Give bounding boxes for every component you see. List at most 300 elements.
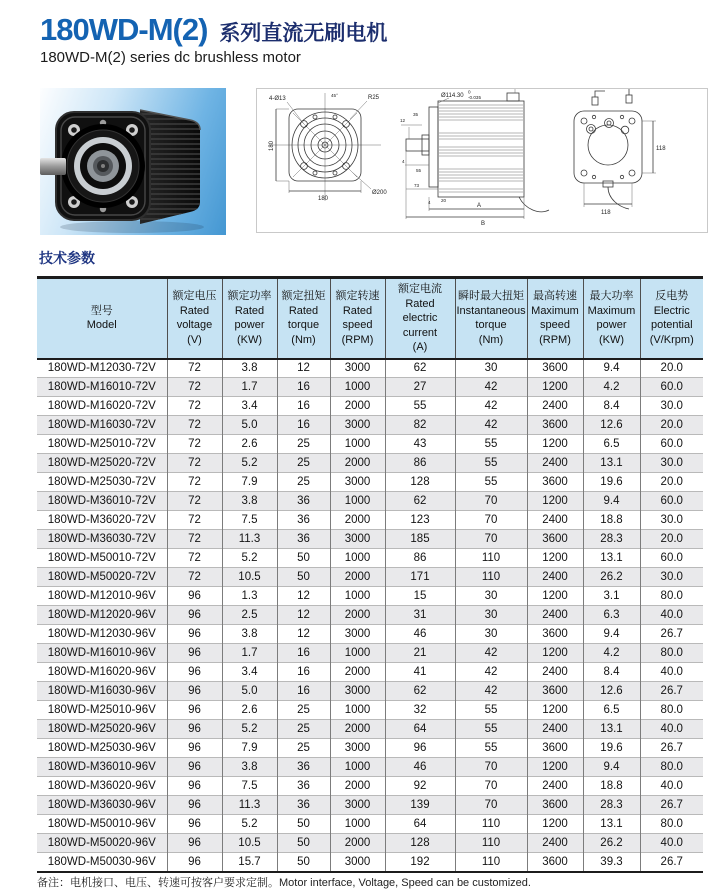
rear-bottom-dim: 118 [601, 210, 611, 216]
model-cell: 180WD-M25030-72V [37, 473, 167, 492]
value-cell: 25 [277, 435, 330, 454]
model-cell: 180WD-M36020-72V [37, 511, 167, 530]
value-cell: 1200 [527, 587, 583, 606]
value-cell: 36 [277, 777, 330, 796]
value-cell: 55 [455, 473, 527, 492]
value-cell: 12 [277, 359, 330, 378]
value-cell: 13.1 [583, 454, 640, 473]
value-cell: 72 [167, 511, 222, 530]
model-cell: 180WD-M25020-96V [37, 720, 167, 739]
value-cell: 13.1 [583, 815, 640, 834]
value-cell: 1200 [527, 815, 583, 834]
table-row [37, 606, 703, 625]
value-cell: 72 [167, 435, 222, 454]
value-cell: 96 [167, 682, 222, 701]
value-cell: 25 [277, 473, 330, 492]
value-cell: 18.8 [583, 511, 640, 530]
value-cell: 50 [277, 568, 330, 587]
value-cell: 13.1 [583, 720, 640, 739]
side-shaft-dia-dim: Ø114.30 [441, 93, 464, 99]
value-cell: 20.0 [640, 416, 703, 435]
value-cell: 96 [167, 625, 222, 644]
value-cell: 30.0 [640, 397, 703, 416]
front-holes-dim: 4-Ø13 [269, 96, 286, 102]
value-cell: 96 [167, 834, 222, 853]
table-row [37, 378, 703, 397]
value-cell: 82 [385, 416, 455, 435]
value-cell: 72 [167, 359, 222, 378]
value-cell: 30 [455, 606, 527, 625]
value-cell: 19.6 [583, 473, 640, 492]
table-row [37, 587, 703, 606]
footnote: 备注：电机接口、电压、转速可按客户要求定制。Motor interface, Voltage, Speed can be customized. [37, 877, 531, 889]
value-cell: 96 [167, 587, 222, 606]
value-cell: 1000 [330, 758, 385, 777]
model-cell: 180WD-M16010-72V [37, 378, 167, 397]
table-row [37, 777, 703, 796]
model-cell: 180WD-M36010-72V [37, 492, 167, 511]
value-cell: 15 [385, 587, 455, 606]
column-header: 额定电压 Rated voltage (V) [167, 278, 222, 359]
value-cell: 25 [277, 739, 330, 758]
value-cell: 96 [385, 739, 455, 758]
value-cell: 2000 [330, 454, 385, 473]
table-row [37, 644, 703, 663]
value-cell: 2.6 [222, 701, 277, 720]
value-cell: 110 [455, 568, 527, 587]
side-dim-4a: 4 [402, 159, 405, 164]
title-block [40, 12, 387, 66]
value-cell: 72 [167, 454, 222, 473]
spec-table-body [37, 359, 703, 872]
value-cell: 25 [277, 454, 330, 473]
side-dim-4b: 4 [428, 200, 431, 205]
value-cell: 86 [385, 549, 455, 568]
value-cell: 6.5 [583, 701, 640, 720]
model-cell: 180WD-M12020-96V [37, 606, 167, 625]
value-cell: 12.6 [583, 682, 640, 701]
value-cell: 1200 [527, 492, 583, 511]
value-cell: 3600 [527, 796, 583, 815]
value-cell: 2000 [330, 834, 385, 853]
column-header: 额定功率 Rated power (KW) [222, 278, 277, 359]
value-cell: 185 [385, 530, 455, 549]
value-cell: 5.2 [222, 720, 277, 739]
value-cell: 72 [167, 416, 222, 435]
value-cell: 2000 [330, 777, 385, 796]
value-cell: 3.8 [222, 625, 277, 644]
value-cell: 1.7 [222, 644, 277, 663]
table-row [37, 473, 703, 492]
value-cell: 70 [455, 758, 527, 777]
model-cell: 180WD-M25010-96V [37, 701, 167, 720]
value-cell: 6.3 [583, 606, 640, 625]
value-cell: 96 [167, 701, 222, 720]
table-row [37, 416, 703, 435]
value-cell: 86 [385, 454, 455, 473]
value-cell: 1000 [330, 492, 385, 511]
value-cell: 12 [277, 606, 330, 625]
model-cell: 180WD-M36020-96V [37, 777, 167, 796]
value-cell: 55 [455, 435, 527, 454]
spec-table-head [37, 278, 703, 359]
value-cell: 3600 [527, 359, 583, 378]
model-cell: 180WD-M36030-72V [37, 530, 167, 549]
rear-right-dim: 118 [656, 146, 666, 152]
rear-view-drawing [574, 89, 666, 216]
value-cell: 25 [277, 720, 330, 739]
value-cell: 2400 [527, 454, 583, 473]
value-cell: 18.8 [583, 777, 640, 796]
model-cell: 180WD-M25030-96V [37, 739, 167, 758]
model-cell: 180WD-M12030-72V [47, 362, 156, 375]
value-cell: 3600 [527, 682, 583, 701]
value-cell: 32 [385, 701, 455, 720]
value-cell: 28.3 [583, 530, 640, 549]
column-header: 反电势 Electric potential (V/Krpm) [640, 278, 703, 359]
value-cell: 1000 [330, 701, 385, 720]
value-cell: 42 [455, 416, 527, 435]
side-dim-12: 12 [400, 118, 406, 123]
value-cell: 8.4 [583, 397, 640, 416]
value-cell: 9.4 [583, 625, 640, 644]
column-header: 额定电流 Rated electric current (A) [385, 278, 455, 359]
value-cell: 42 [455, 397, 527, 416]
value-cell: 96 [167, 815, 222, 834]
column-header: 额定转速 Rated speed (RPM) [330, 278, 385, 359]
value-cell: 72 [167, 492, 222, 511]
value-cell: 42 [455, 644, 527, 663]
value-cell: 96 [167, 758, 222, 777]
model-cell: 180WD-M36010-96V [37, 758, 167, 777]
value-cell: 7.5 [222, 511, 277, 530]
model-cell: 180WD-M50030-96V [37, 853, 167, 872]
model-cell: 180WD-M36030-96V [37, 796, 167, 815]
value-cell: 2400 [527, 397, 583, 416]
page-title-series-cn: 系列直流无刷电机 [219, 22, 388, 45]
value-cell: 16 [277, 682, 330, 701]
value-cell: 72 [167, 473, 222, 492]
value-cell: 4.2 [583, 644, 640, 663]
model-cell: 180WD-M12010-96V [37, 587, 167, 606]
value-cell: 70 [455, 511, 527, 530]
value-cell: 2400 [527, 511, 583, 530]
value-cell: 70 [455, 796, 527, 815]
value-cell: 3.4 [222, 663, 277, 682]
side-dim-b: B [481, 221, 486, 227]
value-cell: 2400 [527, 777, 583, 796]
table-row [37, 834, 703, 853]
value-cell: 5.0 [222, 416, 277, 435]
value-cell: 1000 [330, 435, 385, 454]
value-cell: 139 [385, 796, 455, 815]
table-row [37, 739, 703, 758]
value-cell: 42 [455, 663, 527, 682]
front-radius-dim: R25 [368, 95, 380, 101]
value-cell: 30.0 [640, 511, 703, 530]
value-cell: 20.0 [640, 530, 703, 549]
value-cell: 55 [455, 739, 527, 758]
value-cell: 36 [277, 492, 330, 511]
value-cell: 96 [167, 853, 222, 872]
model-cell: 180WD-M12030-96V [37, 625, 167, 644]
value-cell: 110 [455, 834, 527, 853]
value-cell: 1000 [330, 587, 385, 606]
value-cell: 96 [167, 739, 222, 758]
value-cell: 1.3 [222, 587, 277, 606]
value-cell: 1200 [527, 644, 583, 663]
side-dim-a: A [477, 203, 482, 209]
motor-photo-graphic [40, 88, 226, 235]
value-cell: 3600 [527, 625, 583, 644]
value-cell: 3600 [527, 416, 583, 435]
value-cell: 96 [167, 663, 222, 682]
value-cell: 64 [385, 720, 455, 739]
table-row [37, 435, 703, 454]
value-cell: 7.5 [222, 777, 277, 796]
front-bottom-dim: 180 [318, 196, 329, 202]
model-cell: 180WD-M16030-96V [37, 682, 167, 701]
table-row [37, 853, 703, 872]
value-cell: 50 [277, 853, 330, 872]
value-cell: 36 [277, 530, 330, 549]
model-cell: 180WD-M50020-72V [37, 568, 167, 587]
value-cell: 64 [385, 815, 455, 834]
value-cell: 3000 [330, 682, 385, 701]
model-cell: 180WD-M50010-96V [37, 815, 167, 834]
value-cell: 43 [385, 435, 455, 454]
value-cell: 9.4 [583, 359, 640, 378]
value-cell: 96 [167, 720, 222, 739]
value-cell: 50 [277, 834, 330, 853]
value-cell: 40.0 [640, 834, 703, 853]
dimension-drawings [257, 89, 707, 232]
value-cell: 2.5 [222, 606, 277, 625]
front-angle-dim: 45° [331, 93, 338, 98]
value-cell: 12 [277, 587, 330, 606]
table-row [37, 625, 703, 644]
model-cell: 180WD-M16020-72V [37, 397, 167, 416]
model-cell: 180WD-M50010-72V [37, 549, 167, 568]
side-dim-20: 20 [441, 198, 447, 203]
value-cell: 123 [385, 511, 455, 530]
value-cell: 10.5 [222, 568, 277, 587]
value-cell: 16 [277, 397, 330, 416]
value-cell: 9.4 [583, 492, 640, 511]
value-cell: 26.2 [583, 568, 640, 587]
value-cell: 110 [455, 815, 527, 834]
table-row [37, 492, 703, 511]
value-cell: 2000 [330, 397, 385, 416]
value-cell: 4.2 [583, 378, 640, 397]
value-cell: 3000 [330, 473, 385, 492]
value-cell: 5.0 [222, 682, 277, 701]
value-cell: 46 [385, 758, 455, 777]
value-cell: 2.6 [222, 435, 277, 454]
value-cell: 171 [385, 568, 455, 587]
spec-table [37, 276, 703, 873]
value-cell: 2400 [527, 568, 583, 587]
value-cell: 80.0 [640, 758, 703, 777]
value-cell: 62 [385, 492, 455, 511]
table-row [37, 568, 703, 587]
value-cell: 70 [455, 777, 527, 796]
value-cell: 3600 [527, 530, 583, 549]
value-cell: 16 [277, 644, 330, 663]
value-cell: 2000 [330, 606, 385, 625]
value-cell: 40.0 [640, 777, 703, 796]
value-cell: 39.3 [583, 853, 640, 872]
value-cell: 2000 [330, 511, 385, 530]
value-cell: 96 [167, 796, 222, 815]
product-photo [40, 88, 226, 235]
value-cell: 1000 [330, 644, 385, 663]
value-cell: 3000 [330, 853, 385, 872]
value-cell: 2400 [527, 606, 583, 625]
value-cell: 3000 [330, 416, 385, 435]
page-title-model: 180WD-M(2) [40, 12, 208, 47]
value-cell: 1200 [527, 549, 583, 568]
value-cell: 26.2 [583, 834, 640, 853]
value-cell: 62 [385, 682, 455, 701]
value-cell: 26.7 [640, 625, 703, 644]
table-row [37, 511, 703, 530]
side-view-drawing [400, 89, 549, 227]
column-header: 最高转速 Maximum speed (RPM) [527, 278, 583, 359]
value-cell: 25 [277, 701, 330, 720]
table-row [37, 758, 703, 777]
value-cell: 60.0 [640, 492, 703, 511]
side-dim-73: 73 [414, 183, 420, 188]
value-cell: 60.0 [640, 378, 703, 397]
column-header: 瞬时最大扭矩 Instantaneous torque (Nm) [455, 278, 527, 359]
value-cell: 42 [455, 682, 527, 701]
value-cell: 128 [385, 834, 455, 853]
value-cell: 3.8 [222, 758, 277, 777]
value-cell: 110 [455, 549, 527, 568]
value-cell: 96 [167, 777, 222, 796]
value-cell: 12 [277, 625, 330, 644]
value-cell: 21 [385, 644, 455, 663]
value-cell: 80.0 [640, 815, 703, 834]
value-cell: 30.0 [640, 568, 703, 587]
value-cell: 1000 [330, 549, 385, 568]
column-header: 额定扭矩 Rated torque (Nm) [277, 278, 330, 359]
table-row [37, 549, 703, 568]
value-cell: 26.7 [640, 853, 703, 872]
value-cell: 6.5 [583, 435, 640, 454]
value-cell: 72 [167, 549, 222, 568]
value-cell: 1200 [527, 435, 583, 454]
table-row [37, 530, 703, 549]
value-cell: 2400 [527, 663, 583, 682]
value-cell: 5.2 [222, 549, 277, 568]
value-cell: 7.9 [222, 473, 277, 492]
model-cell: 180WD-M25020-72V [37, 454, 167, 473]
value-cell: 40.0 [640, 720, 703, 739]
value-cell: 26.7 [640, 682, 703, 701]
value-cell: 3000 [330, 625, 385, 644]
value-cell: 3.4 [222, 397, 277, 416]
value-cell: 3000 [330, 530, 385, 549]
table-row [37, 663, 703, 682]
value-cell: 11.3 [222, 530, 277, 549]
table-row [37, 454, 703, 473]
value-cell: 27 [385, 378, 455, 397]
value-cell: 55 [455, 454, 527, 473]
value-cell: 3000 [330, 796, 385, 815]
value-cell: 1000 [330, 815, 385, 834]
side-tol-upper: 0 [468, 89, 471, 95]
value-cell: 10.5 [222, 834, 277, 853]
value-cell: 3000 [330, 359, 385, 378]
table-row [37, 796, 703, 815]
value-cell: 11.3 [222, 796, 277, 815]
value-cell: 60.0 [640, 435, 703, 454]
value-cell: 9.4 [583, 758, 640, 777]
value-cell: 110 [455, 853, 527, 872]
value-cell: 2000 [330, 663, 385, 682]
value-cell: 16 [277, 663, 330, 682]
table-row [37, 701, 703, 720]
value-cell: 36 [277, 511, 330, 530]
value-cell: 30 [455, 587, 527, 606]
value-cell: 28.3 [583, 796, 640, 815]
value-cell: 30 [455, 625, 527, 644]
value-cell: 50 [277, 815, 330, 834]
technical-drawings-panel [256, 88, 708, 233]
table-row [37, 397, 703, 416]
column-header: 最大功率 Maximum power (KW) [583, 278, 640, 359]
value-cell: 20.0 [640, 359, 703, 378]
value-cell: 72 [167, 568, 222, 587]
value-cell: 92 [385, 777, 455, 796]
value-cell: 2400 [527, 834, 583, 853]
table-row [37, 682, 703, 701]
value-cell: 55 [385, 397, 455, 416]
table-row [37, 720, 703, 739]
value-cell: 3600 [527, 473, 583, 492]
value-cell: 2400 [527, 720, 583, 739]
table-row [37, 815, 703, 834]
value-cell: 70 [455, 492, 527, 511]
value-cell: 1200 [527, 378, 583, 397]
value-cell: 72 [167, 397, 222, 416]
model-cell: 180WD-M16030-72V [37, 416, 167, 435]
front-view-drawing [269, 93, 387, 202]
value-cell: 3.8 [222, 359, 277, 378]
value-cell: 30.0 [640, 454, 703, 473]
value-cell: 55 [455, 720, 527, 739]
value-cell: 60.0 [640, 549, 703, 568]
value-cell: 5.2 [222, 454, 277, 473]
value-cell: 1200 [527, 758, 583, 777]
model-cell: 180WD-M16020-96V [37, 663, 167, 682]
value-cell: 16 [277, 378, 330, 397]
value-cell: 19.6 [583, 739, 640, 758]
value-cell: 26.7 [640, 739, 703, 758]
value-cell: 55 [455, 701, 527, 720]
front-side-dim: 180 [269, 140, 275, 151]
value-cell: 36 [277, 796, 330, 815]
value-cell: 128 [385, 473, 455, 492]
table-row [37, 359, 703, 378]
value-cell: 96 [167, 644, 222, 663]
value-cell: 40.0 [640, 606, 703, 625]
page-subtitle: 180WD-M(2) series dc brushless motor [40, 49, 301, 66]
value-cell: 26.7 [640, 796, 703, 815]
value-cell: 31 [385, 606, 455, 625]
